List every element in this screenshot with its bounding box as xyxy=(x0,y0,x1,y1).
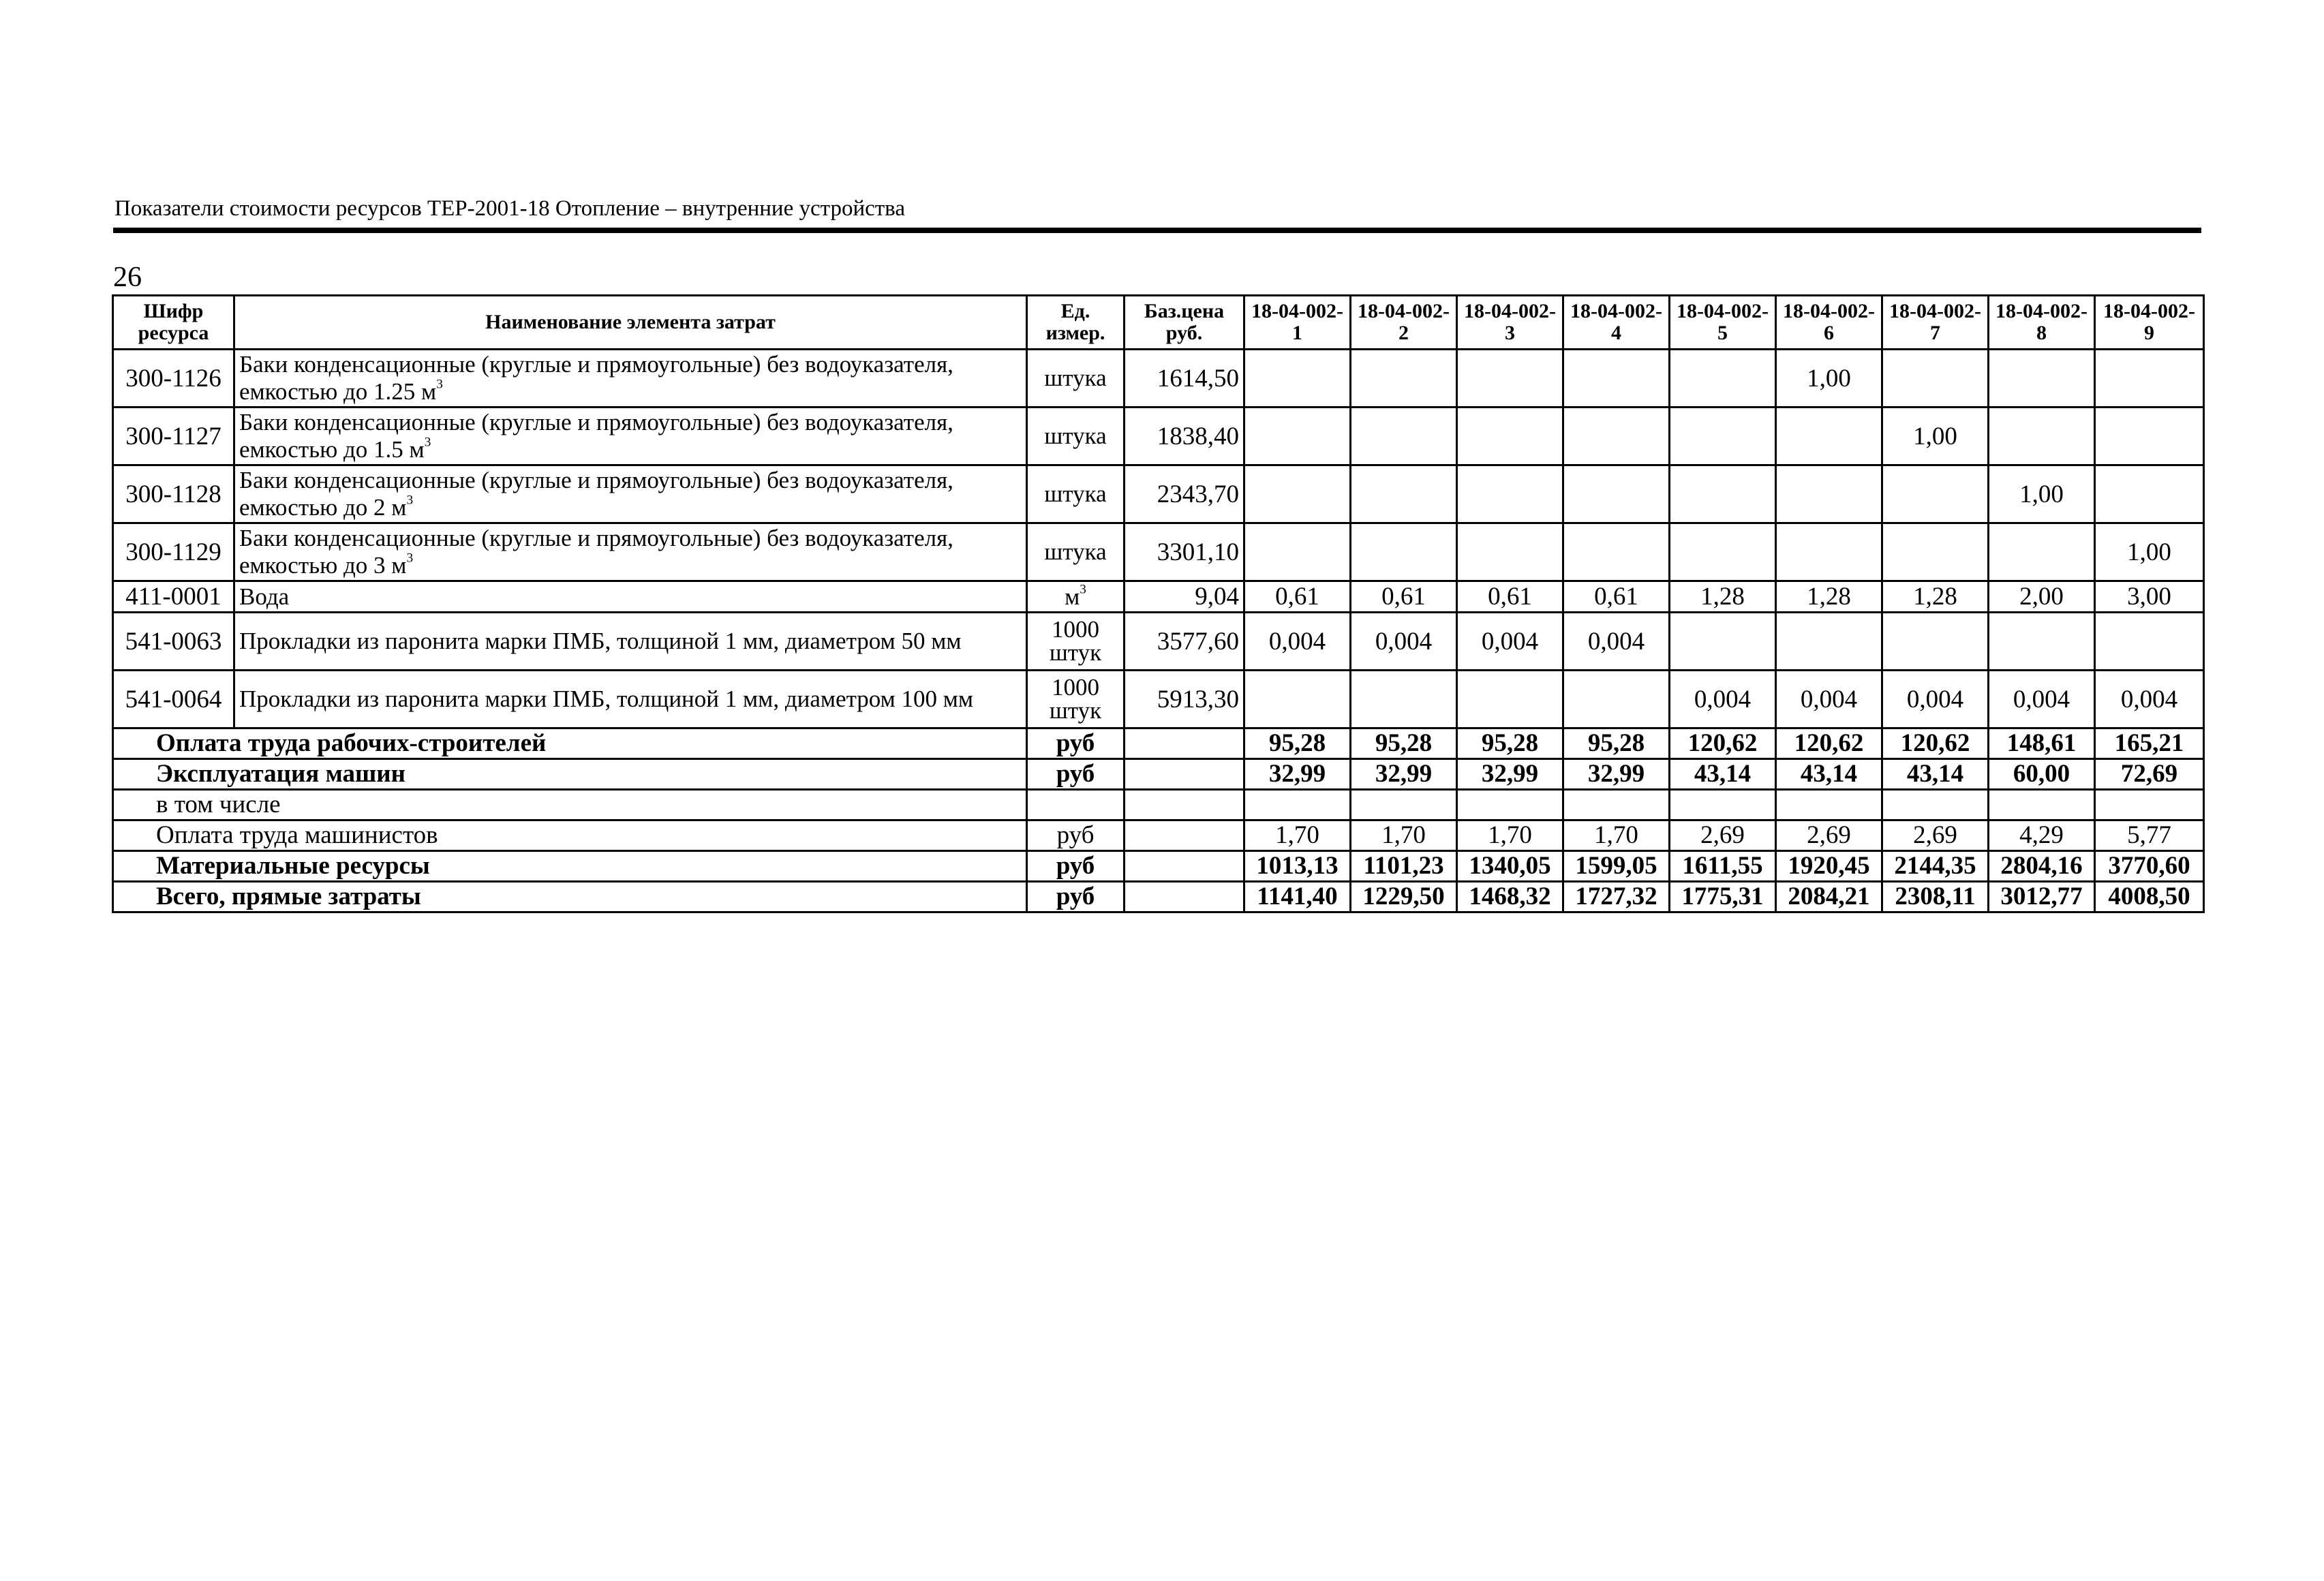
norm-value xyxy=(1670,523,1776,581)
base-price: 1838,40 xyxy=(1125,408,1244,465)
summary-row xyxy=(113,759,2204,790)
summary-value: 1,70 xyxy=(1351,820,1457,851)
norm-value: 0,004 xyxy=(1882,671,1989,728)
norm-value xyxy=(1776,613,1882,671)
unit-text: штука xyxy=(1044,423,1107,449)
summary-price xyxy=(1125,728,1244,759)
summary-value: 120,62 xyxy=(1776,728,1882,759)
summary-value: 1229,50 xyxy=(1351,882,1457,912)
resource-name xyxy=(234,613,1027,671)
norm-value xyxy=(1244,465,1351,523)
resource-code: 541-0063 xyxy=(113,613,234,671)
norm-value: 0,61 xyxy=(1457,581,1563,613)
summary-value xyxy=(1563,790,1670,820)
table-row xyxy=(113,465,2204,523)
summary-value: 120,62 xyxy=(1670,728,1776,759)
norm-value xyxy=(1776,408,1882,465)
norm-value: 0,004 xyxy=(1776,671,1882,728)
summary-value: 43,14 xyxy=(1882,759,1989,790)
column-header-norm: 18-04-002-7 xyxy=(1882,296,1989,350)
summary-value: 2,69 xyxy=(1776,820,1882,851)
summary-value: 2804,16 xyxy=(1989,851,2095,882)
page-number: 26 xyxy=(113,262,142,293)
column-header-norm: 18-04-002-9 xyxy=(2095,296,2204,350)
norm-value xyxy=(1563,465,1670,523)
summary-value: 2144,35 xyxy=(1882,851,1989,882)
norm-value: 0,004 xyxy=(2095,671,2204,728)
norm-value xyxy=(1882,613,1989,671)
summary-value: 72,69 xyxy=(2095,759,2204,790)
norm-value xyxy=(1351,408,1457,465)
summary-label: Всего, прямые затраты xyxy=(113,882,1027,912)
norm-value xyxy=(1563,408,1670,465)
resource-name-text: Баки конденсационные (круглые и прямоугольные) без водоуказателя, емкостью до 1.5 м xyxy=(239,409,953,463)
summary-value: 32,99 xyxy=(1457,759,1563,790)
norm-value xyxy=(1989,523,2095,581)
summary-row xyxy=(113,882,2204,912)
resource-name xyxy=(234,581,1027,613)
base-price: 9,04 xyxy=(1125,581,1244,613)
summary-unit: руб xyxy=(1027,851,1125,882)
resource-name-text: Баки конденсационные (круглые и прямоугольные) без водоуказателя, емкостью до 1.25 м xyxy=(239,351,953,405)
norm-value xyxy=(1244,671,1351,728)
summary-value: 1,70 xyxy=(1457,820,1563,851)
norm-value: 2,00 xyxy=(1989,581,2095,613)
norm-value xyxy=(1563,523,1670,581)
summary-value xyxy=(1351,790,1457,820)
resource-name-text: Баки конденсационные (круглые и прямоугольные) без водоуказателя, емкостью до 3 м xyxy=(239,525,953,579)
base-price: 1614,50 xyxy=(1125,350,1244,408)
norm-value xyxy=(1989,613,2095,671)
summary-price xyxy=(1125,790,1244,820)
table-row xyxy=(113,581,2204,613)
summary-price xyxy=(1125,851,1244,882)
norm-value xyxy=(1457,465,1563,523)
table-row xyxy=(113,408,2204,465)
summary-price xyxy=(1125,820,1244,851)
summary-value: 3012,77 xyxy=(1989,882,2095,912)
summary-value: 1468,32 xyxy=(1457,882,1563,912)
summary-value: 1101,23 xyxy=(1351,851,1457,882)
norm-value: 1,00 xyxy=(1776,350,1882,408)
summary-value: 165,21 xyxy=(2095,728,2204,759)
norm-value: 3,00 xyxy=(2095,581,2204,613)
summary-value: 3770,60 xyxy=(2095,851,2204,882)
summary-value xyxy=(1989,790,2095,820)
base-price: 3301,10 xyxy=(1125,523,1244,581)
unit-cell xyxy=(1027,350,1125,408)
summary-value: 1599,05 xyxy=(1563,851,1670,882)
norm-value: 1,28 xyxy=(1670,581,1776,613)
summary-unit xyxy=(1027,790,1125,820)
norm-value xyxy=(1351,465,1457,523)
unit-cell xyxy=(1027,581,1125,613)
summary-unit: руб xyxy=(1027,728,1125,759)
header-rule xyxy=(113,228,2201,233)
table-row xyxy=(113,350,2204,408)
norm-value xyxy=(1351,671,1457,728)
summary-row xyxy=(113,790,2204,820)
table-row xyxy=(113,613,2204,671)
resource-name-text: Вода xyxy=(239,583,290,610)
norm-value: 1,00 xyxy=(1882,408,1989,465)
table-row xyxy=(113,523,2204,581)
base-price: 5913,30 xyxy=(1125,671,1244,728)
column-header-name: Наименование элемента затрат xyxy=(234,296,1027,350)
superscript: 3 xyxy=(406,493,414,508)
table-body xyxy=(113,350,2204,912)
column-header-norm: 18-04-002-8 xyxy=(1989,296,2095,350)
unit-cell xyxy=(1027,408,1125,465)
superscript: 3 xyxy=(436,377,443,392)
resource-cost-table xyxy=(112,294,2205,913)
norm-value: 0,004 xyxy=(1670,671,1776,728)
unit-text: штука xyxy=(1044,365,1107,391)
norm-value: 1,28 xyxy=(1776,581,1882,613)
superscript: 3 xyxy=(406,551,414,566)
unit-text: 1000 штук xyxy=(1049,616,1102,666)
norm-value xyxy=(1351,350,1457,408)
summary-label: Материальные ресурсы xyxy=(113,851,1027,882)
summary-value: 1,70 xyxy=(1563,820,1670,851)
summary-value: 1920,45 xyxy=(1776,851,1882,882)
unit-cell xyxy=(1027,523,1125,581)
summary-row xyxy=(113,728,2204,759)
column-header-norm: 18-04-002-6 xyxy=(1776,296,1882,350)
resource-name-text: Прокладки из паронита марки ПМБ, толщиной 1 мм, диаметром 50 мм xyxy=(239,628,962,654)
norm-value xyxy=(2095,350,2204,408)
resource-name xyxy=(234,465,1027,523)
norm-value xyxy=(2095,613,2204,671)
summary-value: 1775,31 xyxy=(1670,882,1776,912)
norm-value xyxy=(1351,523,1457,581)
summary-value: 32,99 xyxy=(1563,759,1670,790)
summary-value: 95,28 xyxy=(1244,728,1351,759)
resource-name-text: Прокладки из паронита марки ПМБ, толщиной 1 мм, диаметром 100 мм xyxy=(239,686,974,712)
summary-value xyxy=(1244,790,1351,820)
summary-value: 2,69 xyxy=(1882,820,1989,851)
column-header-code: Шифр ресурса xyxy=(113,296,234,350)
column-header-norm: 18-04-002-3 xyxy=(1457,296,1563,350)
norm-value: 0,004 xyxy=(1457,613,1563,671)
summary-value xyxy=(1776,790,1882,820)
summary-price xyxy=(1125,759,1244,790)
resource-code: 541-0064 xyxy=(113,671,234,728)
norm-value xyxy=(1670,613,1776,671)
column-header-unit: Ед. измер. xyxy=(1027,296,1125,350)
summary-value: 95,28 xyxy=(1563,728,1670,759)
summary-unit: руб xyxy=(1027,759,1125,790)
norm-value: 0,004 xyxy=(1989,671,2095,728)
superscript: 3 xyxy=(1080,582,1086,597)
norm-value: 0,004 xyxy=(1563,613,1670,671)
resource-name xyxy=(234,408,1027,465)
summary-value: 2084,21 xyxy=(1776,882,1882,912)
summary-value: 95,28 xyxy=(1457,728,1563,759)
summary-value: 4008,50 xyxy=(2095,882,2204,912)
unit-cell xyxy=(1027,465,1125,523)
document-header: Показатели стоимости ресурсов ТЕР-2001-18 Отопление – внутренние устройства xyxy=(114,196,905,221)
column-header-norm: 18-04-002-2 xyxy=(1351,296,1457,350)
resource-name xyxy=(234,671,1027,728)
summary-label: Эксплуатация машин xyxy=(113,759,1027,790)
resource-name-text: Баки конденсационные (круглые и прямоугольные) без водоуказателя, емкостью до 2 м xyxy=(239,467,953,521)
norm-value xyxy=(1882,350,1989,408)
unit-text: штука xyxy=(1044,538,1107,565)
norm-value xyxy=(1457,350,1563,408)
summary-value: 32,99 xyxy=(1351,759,1457,790)
norm-value xyxy=(1989,350,2095,408)
norm-value xyxy=(1244,350,1351,408)
summary-value: 5,77 xyxy=(2095,820,2204,851)
summary-label: Оплата труда машинистов xyxy=(113,820,1027,851)
summary-value: 148,61 xyxy=(1989,728,2095,759)
summary-row xyxy=(113,851,2204,882)
unit-text: 1000 штук xyxy=(1049,674,1102,724)
resource-code: 300-1128 xyxy=(113,465,234,523)
column-header-norm: 18-04-002-5 xyxy=(1670,296,1776,350)
summary-value xyxy=(1670,790,1776,820)
summary-value: 32,99 xyxy=(1244,759,1351,790)
norm-value: 0,61 xyxy=(1563,581,1670,613)
base-price: 2343,70 xyxy=(1125,465,1244,523)
norm-value xyxy=(1244,408,1351,465)
summary-value: 43,14 xyxy=(1670,759,1776,790)
table-header-row xyxy=(113,296,2204,350)
column-header-norm: 18-04-002-1 xyxy=(1244,296,1351,350)
summary-value: 60,00 xyxy=(1989,759,2095,790)
unit-text: штука xyxy=(1044,480,1107,507)
norm-value: 0,61 xyxy=(1351,581,1457,613)
summary-value: 120,62 xyxy=(1882,728,1989,759)
summary-unit: руб xyxy=(1027,820,1125,851)
norm-value xyxy=(1989,408,2095,465)
summary-label: Оплата труда рабочих-строителей xyxy=(113,728,1027,759)
norm-value: 1,00 xyxy=(2095,523,2204,581)
resource-code: 300-1127 xyxy=(113,408,234,465)
norm-value xyxy=(1776,465,1882,523)
norm-value xyxy=(1457,671,1563,728)
norm-value: 1,28 xyxy=(1882,581,1989,613)
summary-value: 1727,32 xyxy=(1563,882,1670,912)
norm-value xyxy=(1457,523,1563,581)
superscript: 3 xyxy=(424,435,431,450)
unit-cell xyxy=(1027,613,1125,671)
norm-value xyxy=(1244,523,1351,581)
resource-code: 300-1129 xyxy=(113,523,234,581)
summary-label: в том числе xyxy=(113,790,1027,820)
resource-name xyxy=(234,523,1027,581)
norm-value xyxy=(1563,671,1670,728)
resource-code: 411-0001 xyxy=(113,581,234,613)
norm-value: 0,004 xyxy=(1351,613,1457,671)
norm-value: 0,61 xyxy=(1244,581,1351,613)
summary-value: 4,29 xyxy=(1989,820,2095,851)
norm-value: 0,004 xyxy=(1244,613,1351,671)
summary-value: 1141,40 xyxy=(1244,882,1351,912)
column-header-price: Баз.цена руб. xyxy=(1125,296,1244,350)
table-row xyxy=(113,671,2204,728)
norm-value xyxy=(1670,408,1776,465)
norm-value: 1,00 xyxy=(1989,465,2095,523)
column-header-norm: 18-04-002-4 xyxy=(1563,296,1670,350)
summary-value xyxy=(1882,790,1989,820)
summary-value: 1013,13 xyxy=(1244,851,1351,882)
summary-value: 1,70 xyxy=(1244,820,1351,851)
norm-value xyxy=(1776,523,1882,581)
resource-code: 300-1126 xyxy=(113,350,234,408)
summary-row xyxy=(113,820,2204,851)
summary-value: 95,28 xyxy=(1351,728,1457,759)
norm-value xyxy=(2095,465,2204,523)
norm-value xyxy=(1882,465,1989,523)
summary-value: 1340,05 xyxy=(1457,851,1563,882)
norm-value xyxy=(1670,465,1776,523)
summary-value xyxy=(1457,790,1563,820)
summary-value xyxy=(2095,790,2204,820)
base-price: 3577,60 xyxy=(1125,613,1244,671)
resource-name xyxy=(234,350,1027,408)
norm-value xyxy=(2095,408,2204,465)
summary-value: 2,69 xyxy=(1670,820,1776,851)
norm-value xyxy=(1563,350,1670,408)
unit-cell xyxy=(1027,671,1125,728)
norm-value xyxy=(1457,408,1563,465)
summary-value: 1611,55 xyxy=(1670,851,1776,882)
unit-text: м xyxy=(1065,583,1080,610)
summary-unit: руб xyxy=(1027,882,1125,912)
summary-price xyxy=(1125,882,1244,912)
norm-value xyxy=(1670,350,1776,408)
norm-value xyxy=(1882,523,1989,581)
summary-value: 43,14 xyxy=(1776,759,1882,790)
summary-value: 2308,11 xyxy=(1882,882,1989,912)
